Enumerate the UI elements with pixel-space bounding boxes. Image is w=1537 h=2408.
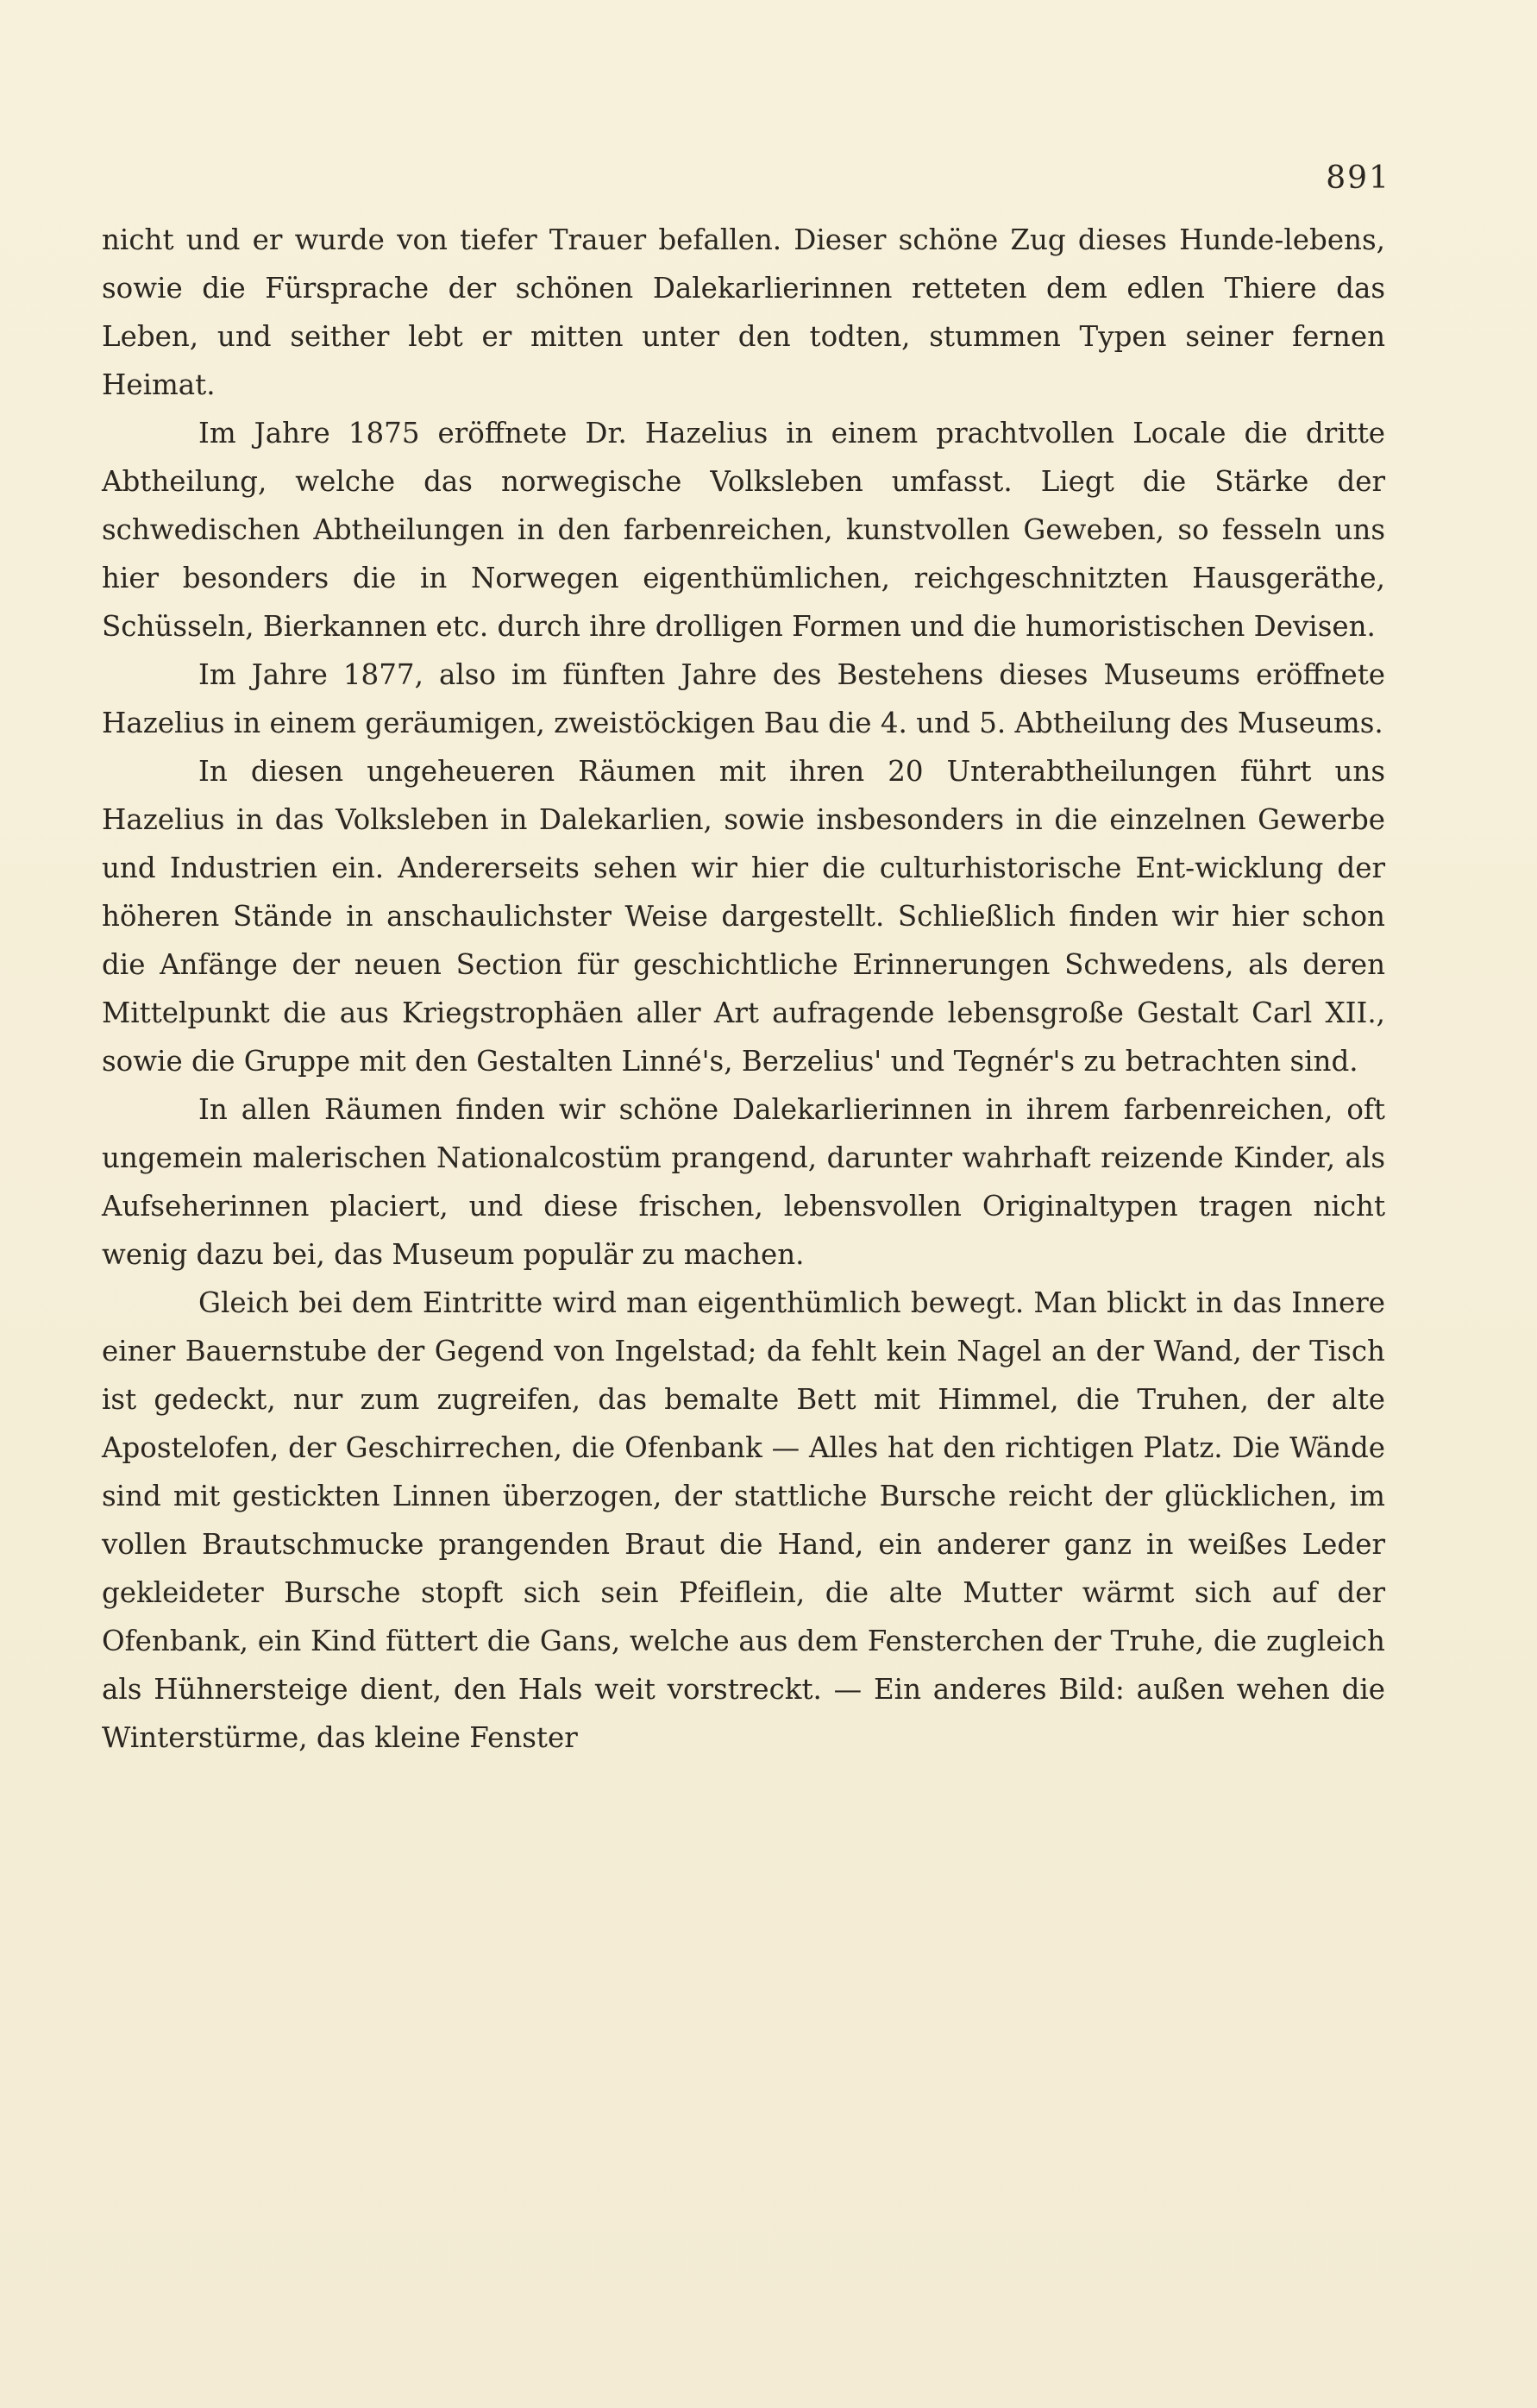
- page-number: 891: [1326, 160, 1390, 196]
- paragraph-dalecarlian-attendants: In allen Räumen finden wir schöne Dalekarlierinnen in ihrem farbenreichen, oft ungemein malerischen Nationalcostüm prangend, darunter wahrhaft reizende Kinder, als Aufseherinnen placiert, und diese frischen, lebensvollen Originaltypen tragen nicht wenig dazu bei, das Museum populär zu machen.: [102, 1093, 1385, 1271]
- paragraph-farmhouse-scene: Gleich bei dem Eintritte wird man eigenthümlich bewegt. Man blickt in das Innere einer Bauernstube der Gegend von Ingelstad; da fehlt kein Nagel an der Wand, der Tisch ist gedeckt, nur zum zugreifen, das bemalte Bett mit Himmel, die Truhen, der alte Apostelofen, der Geschirrechen, die Ofenbank — Alles hat den richtigen Platz. Die Wände sind mit gestickten Linnen überzogen, der stattliche Bursche reicht der glücklichen, im vollen Brautschmucke prangenden Braut die Hand, ein anderer ganz in weißes Leder gekleideter Bursche stopft sich sein Pfeiflein, die alte Mutter wärmt sich auf der Ofenbank, ein Kind füttert die Gans, welche aus dem Fensterchen der Truhe, die zugleich als Hühnersteige dient, den Hals weit vorstreckt. — Ein anderes Bild: außen wehen die Winterstürme, das kleine Fenster: [102, 1286, 1385, 1754]
- paragraph-1877-new-building: Im Jahre 1877, also im fünften Jahre des Bestehens dieses Museums eröffnete Hazelius in einem geräumigen, zweistöckigen Bau die 4. und 5. Abtheilung des Museums.: [102, 658, 1385, 739]
- paragraph-continuation: nicht und er wurde von tiefer Trauer befallen. Dieser schöne Zug dieses Hunde-lebens, sowie die Fürsprache der schönen Dalekarlierinnen retteten dem edlen Thiere das Leben, und seither lebt er mitten unter den todten, stummen Typen seiner fernen Heimat.: [102, 223, 1385, 401]
- body-text: [102, 216, 1385, 1762]
- paragraph-1875-norwegian-section: Im Jahre 1875 eröffnete Dr. Hazelius in einem prachtvollen Locale die dritte Abtheilung, welche das norwegische Volksleben umfasst. Liegt die Stärke der schwedischen Abtheilungen in den farbenreichen, kunstvollen Geweben, so fesseln uns hier besonders die in Norwegen eigenthümlichen, reichgeschnitzten Hausgeräthe, Schüsseln, Bierkannen etc. durch ihre drolligen Formen und die humoristischen Devisen.: [102, 417, 1385, 643]
- paragraph-rooms-description: In diesen ungeheueren Räumen mit ihren 20 Unterabtheilungen führt uns Hazelius in das Volksleben in Dalekarlien, sowie insbesonders in die einzelnen Gewerbe und Industrien ein. Andererseits sehen wir hier die culturhistorische Ent-wicklung der höheren Stände in anschaulichster Weise dargestellt. Schließlich finden wir hier schon die Anfänge der neuen Section für geschichtliche Erinnerungen Schwedens, als deren Mittelpunkt die aus Kriegstrophäen aller Art aufragende lebensgroße Gestalt Carl XII., sowie die Gruppe mit den Gestalten Linné's, Berzelius' und Tegnér's zu betrachten sind.: [102, 755, 1385, 1078]
